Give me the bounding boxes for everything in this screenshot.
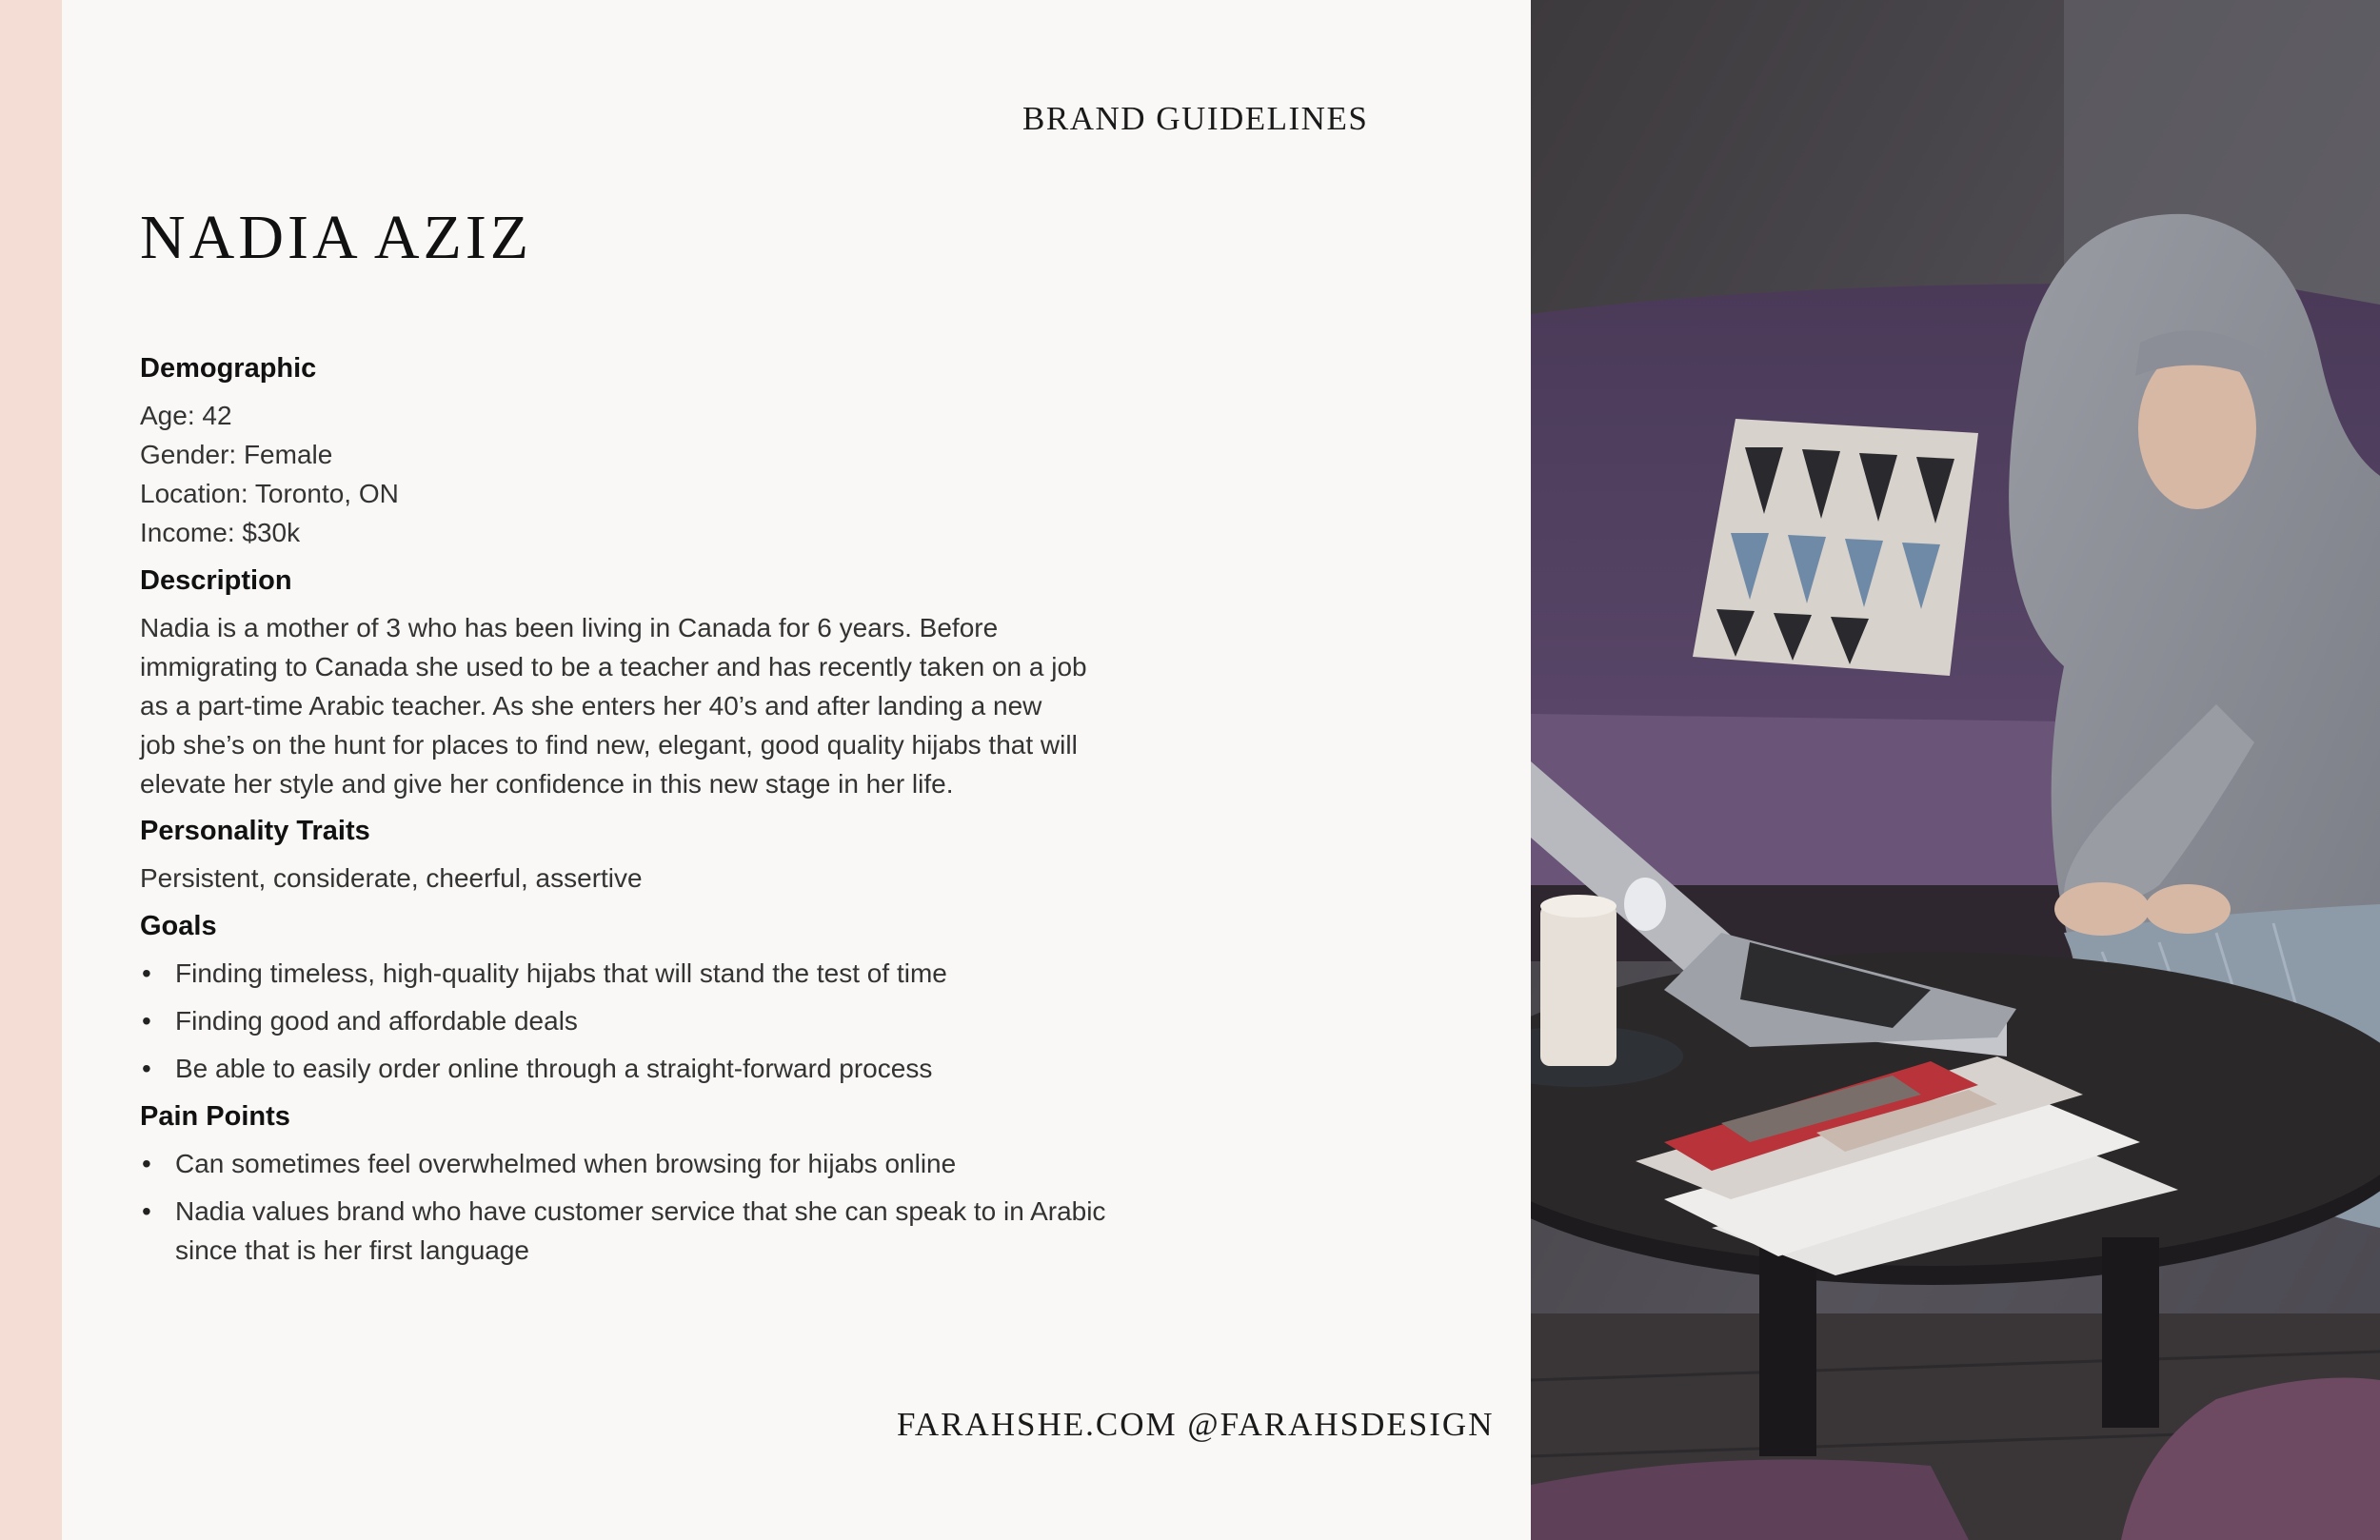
brand-guidelines-label: BRAND GUIDELINES: [1022, 100, 1369, 137]
persona-name: NADIA AZIZ: [140, 203, 533, 272]
personality-text: Persistent, considerate, cheerful, assertive: [140, 863, 643, 893]
pain-point-item: • Can sometimes feel overwhelmed when browsing for hijabs online: [142, 1149, 957, 1178]
demographic-list: [140, 396, 1187, 552]
demographic-age: Age: 42: [140, 401, 232, 430]
demographic-section: [140, 349, 1187, 552]
goal-item: • Be able to easily order online through a straight-forward process: [142, 1054, 933, 1083]
photo-illustration: [1531, 0, 2380, 1540]
goal-item: • Finding timeless, high-quality hijabs that will stand the test of time: [142, 958, 947, 988]
persona-photo: [1531, 0, 2380, 1540]
description-heading: Description: [140, 565, 292, 596]
goals-heading: Goals: [140, 911, 217, 941]
pain-points-section: [140, 1097, 1187, 1270]
description-line: as a part-time Arabic teacher. As she enters her 40’s and after landing a new: [140, 691, 1042, 721]
personality-heading: Personality Traits: [140, 816, 370, 846]
footer-website-handle: FARAHSHE.COM @FARAHSDESIGN: [897, 1406, 1495, 1443]
goals-section: [140, 907, 1187, 1088]
personality-section: [140, 812, 1187, 898]
accent-strip: [0, 0, 62, 1540]
persona-panel: [62, 0, 1531, 1540]
description-text: [140, 608, 1187, 803]
pain-point-item: • Nadia values brand who have customer service that she can speak to in Arabic since that is her first language: [142, 1196, 1106, 1265]
demographic-gender: Gender: Female: [140, 440, 333, 469]
goal-item: • Finding good and affordable deals: [142, 1006, 578, 1036]
demographic-income: Income: $30k: [140, 518, 301, 547]
demographic-heading: Demographic: [140, 353, 317, 384]
description-line: job she’s on the hunt for places to find new, elegant, good quality hijabs that will: [140, 730, 1078, 760]
description-section: [140, 562, 1187, 803]
demographic-location: Location: Toronto, ON: [140, 479, 399, 508]
pain-points-list: [140, 1144, 1187, 1270]
description-line: immigrating to Canada she used to be a teacher and has recently taken on a job: [140, 652, 1087, 681]
description-line: Nadia is a mother of 3 who has been living in Canada for 6 years. Before: [140, 613, 999, 642]
description-line: elevate her style and give her confidence in this new stage in her life.: [140, 769, 954, 799]
goals-list: [140, 954, 1187, 1088]
cushion: [1693, 419, 1978, 676]
pain-points-heading: Pain Points: [140, 1101, 290, 1132]
